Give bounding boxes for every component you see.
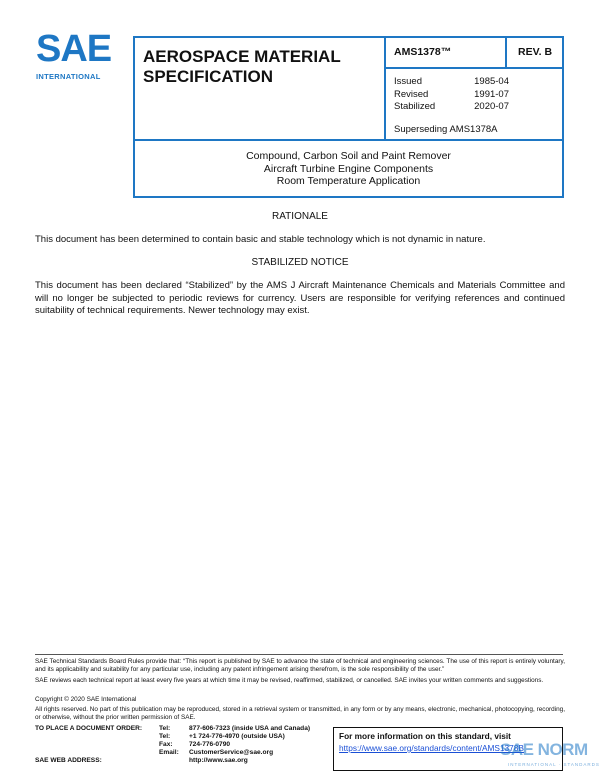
document-subject: Compound, Carbon Soil and Paint Remover Aircraft Turbine Engine Components Room Temperature Application [246,150,451,187]
footer-copyright: Copyright © 2020 SAE International [35,696,137,703]
stabilized-text: This document has been declared “Stabilized” by the AMS J Aircraft Maintenance Chemicals and Materials Committee and will no longer be subjected to periodic reviews for currency. Users are responsible for verifying references and continued suitability of technical requirements. Newer technology may exist. [35,280,565,316]
contact-key: Tel: [159,733,171,740]
rationale-text: This document has been determined to contain basic and stable technology which is not dynamic in nature. [35,234,486,245]
contact-key: Email: [159,749,179,756]
contact-fax: 724-776-0790 [189,741,231,748]
contact-phone-intl[interactable]: +1 724-776-4970 (outside USA) [189,733,285,740]
revision-history [394,76,509,114]
header-divider-rev [505,36,507,69]
footer-rule [35,654,563,655]
date-row-revised: Revised 1991-07 [394,88,509,100]
contact-email-link[interactable]: CustomerService@sae.org [189,749,274,756]
web-label: SAE WEB ADDRESS: [35,757,102,764]
more-info-title: For more information on this standard, visit [339,731,511,741]
sae-logo: SAE [36,28,112,70]
contact-key: Fax: [159,741,173,748]
watermark-logo: SAE NORM [500,740,588,759]
order-label: TO PLACE A DOCUMENT ORDER: [35,725,143,732]
footer-rights-text: All rights reserved. No part of this publication may be reproduced, stored in a retrieval system or transmitted, in any form or by any means, electronic, mechanical, photocopying, recording, or otherwise, without the prior written permission of SAE. [35,706,565,721]
contact-key: Tel: [159,725,171,732]
sae-logo-subtitle: INTERNATIONAL [36,72,101,81]
stabilized-heading: STABILIZED NOTICE [251,257,349,268]
footer-review-text: SAE reviews each technical report at least every five years at which time it may be revised, reaffirmed, stabilized, or cancelled. SAE invites your written comments and suggestions. [35,677,544,684]
date-row-issued: Issued 1985-04 [394,76,509,87]
rationale-heading: RATIONALE [272,211,328,222]
superseding-note: Superseding AMS1378A [394,124,498,135]
revision-label: REV. B [518,46,553,58]
document-number: AMS1378™ [394,46,452,58]
more-info-link[interactable]: https://www.sae.org/standards/content/AMS1378B [339,743,524,753]
watermark-subtitle: INTERNATIONAL · STANDARDS [508,762,600,767]
footer-rules-text: SAE Technical Standards Board Rules provide that: “This report is published by SAE to advance the state of technical and engineering sciences. The use of this report is entirely voluntary, and its applicability and suitability for any particular use, including any patent infringement arising therefrom, is the sole responsibility of the user.” [35,658,565,673]
contact-phone-us[interactable]: 877-606-7323 (inside USA and Canada) [189,725,311,732]
header-divider-vertical [384,36,386,141]
date-row-stabilized: Stabilized 2020-07 [394,101,509,112]
web-address-link[interactable]: http://www.sae.org [189,757,248,764]
header-divider-horizontal [384,67,564,69]
document-title: AEROSPACE MATERIAL SPECIFICATION [143,47,341,86]
